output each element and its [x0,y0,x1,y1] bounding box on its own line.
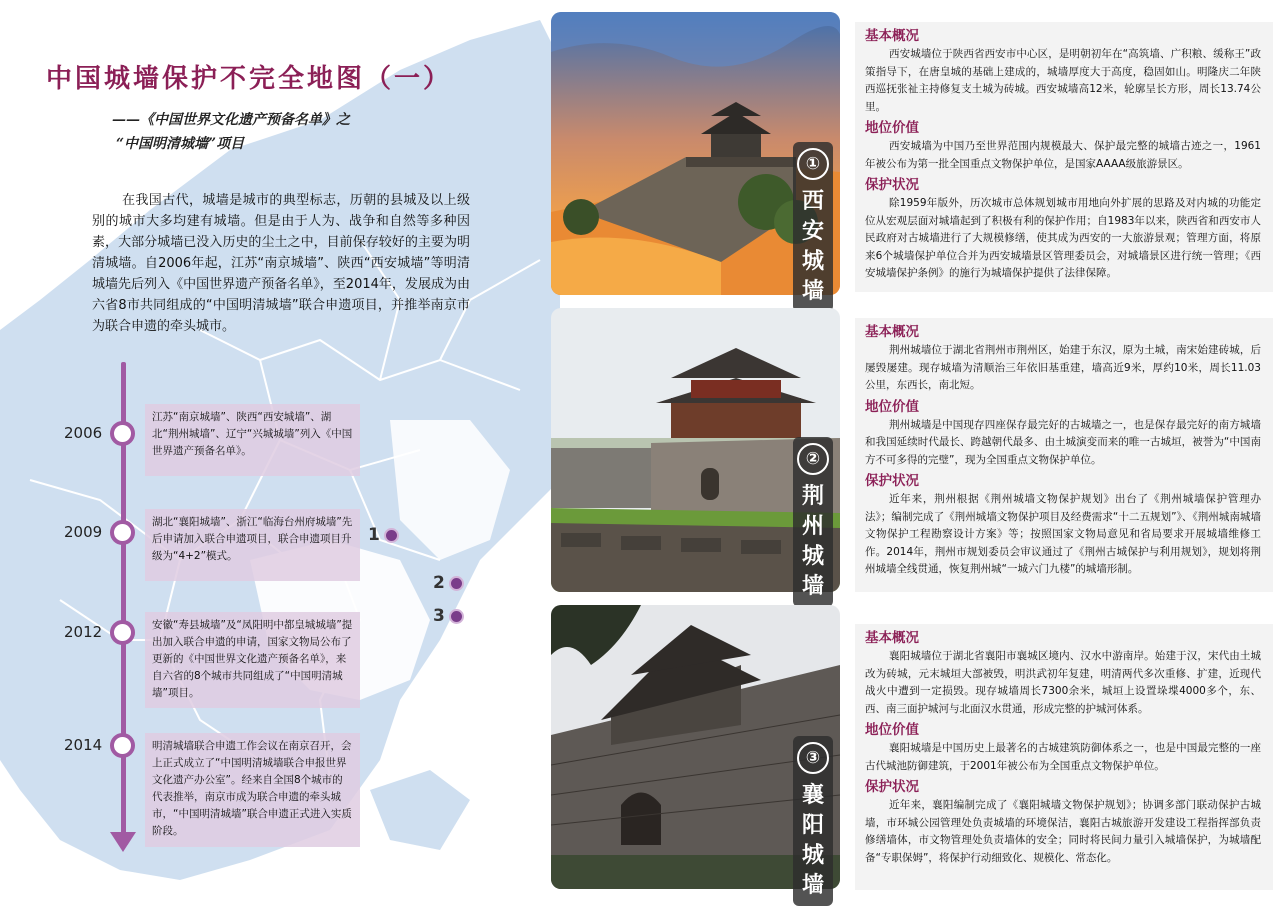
timeline-entry: 安徽“寿县城墙”及“凤阳明中都皇城城墙”提出加入联合申遗的申请，国家文物局公布了更新的《中国世界文化遗产预备名单》，来自六省的8个城市共同组成了“中国明清城墙”项目。 [145,612,360,708]
timeline-node [110,421,135,446]
map-marker-2[interactable]: 2 [433,573,464,593]
map-marker-1[interactable]: 1 [368,525,399,545]
section-heading: 地位价值 [865,398,919,415]
section-body: 荆州城墙位于湖北省荆州市荆州区，始建于东汉，原为土城，南宋始建砖城，后屡毁屡建。现存城墙为清顺治三年依旧基重建，墙高近9米，厚约10米，周长11.03公里，东西长，南北短。 [865,344,1261,391]
section-heading: 基本概况 [865,324,919,340]
timeline-year: 2006 [64,424,103,442]
page-title: 中国城墙保护不完全地图（一） [46,64,453,94]
xiangyang-wall-label: ③ 襄 阳 城 墙 [793,736,833,906]
xiangyang-info-card [855,624,1273,890]
xian-info-card [855,22,1273,292]
jingzhou-info-card [855,318,1273,592]
section-heading: 地位价值 [865,120,919,136]
section-body: 近年来，襄阳编制完成了《襄阳城墙文物保护规划》；协调多部门联动保护古城墙，市环城公园管理处负责城墙的环境保洁，襄阳古城旅游开发建设工程指挥部负责修缮墙体，市文物管理处负责墙体的安全；同时将民间力量引入城墙保护，为城墙配备“专职保姆”，将保护行动细致化、规模化、常态化。 [865,799,1261,864]
timeline-entry: 湖北“襄阳城墙”、浙江“临海台州府城墙”先后申请加入联合申遗项目，联合申遗项目升级为“4+2”模式。 [145,509,360,581]
map-dot-icon [384,528,399,543]
section-body: 西安城墙为中国乃至世界范围内规模最大、保护最完整的城墙古迹之一，1961年被公布为第一批全国重点文物保护单位，是国家AAAA级旅游景区。 [865,140,1261,170]
subtitle-line-1: ——《中国世界文化遗产预备名单》之 [112,112,350,128]
jingzhou-wall-label: ② 荆 州 城 墙 [793,437,833,607]
xian-wall-label: ① 西 安 城 墙 [793,142,833,312]
timeline-node [110,520,135,545]
page-subtitle [112,108,472,156]
section-heading: 基本概况 [865,28,919,44]
timeline-arrow [110,832,136,852]
timeline-entry: 明清城墙联合申遗工作会议在南京召开，会上正式成立了“中国明清城墙联合申报世界文化遗产办公室”。经来自全国8个城市的代表推举，南京市成为联合申遗的牵头城市，“中国明清城墙”联合申遗正式进入实质阶段。 [145,733,360,847]
section-heading: 保护状况 [865,177,919,193]
section-heading: 保护状况 [865,473,919,489]
section-body: 襄阳城墙是中国历史上最著名的古城建筑防御体系之一，也是中国最完整的一座古代城池防御建筑，于2001年被公布为全国重点文物保护单位。 [865,742,1261,772]
timeline-entry: 江苏“南京城墙”、陕西“西安城墙”、湖北“荆州城墙”、辽宁“兴城城墙”列入《中国世界遗产预备名单》。 [145,404,360,476]
map-dot-icon [449,609,464,624]
section-body: 西安城墙位于陕西省西安市中心区，是明朝初年在“高筑墙、广积粮、缓称王”政策指导下，在唐皇城的基础上建成的，城墙厚度大于高度，稳固如山。明隆庆二年陕西巡抚张祉主持修复支土城为砖城。西安城墙高12米，轮廓呈长方形，周长13.74公里。 [865,48,1261,113]
timeline-node [110,620,135,645]
subtitle-line-2: “中国明清城墙”项目 [116,136,245,152]
timeline-year: 2009 [64,523,103,541]
timeline-node [110,733,135,758]
section-heading: 地位价值 [865,722,919,738]
section-body: 除1959年版外，历次城市总体规划城市用地向外扩展的思路及对内城的功能定位从宏观层面对城墙起到了积极有利的保护作用；自1983年以来，陕西省和西安市人民政府对古城墙进行了大规模修缮，使其成为西安的一大旅游景观；管理方面，将原来6个城墙保护单位合并为西安城墙景区管理委员会，对城墙景区进行统一管理；《西安城墙保护条例》的施行为城墙保护提供了法律保障。 [865,197,1261,279]
map-marker-3[interactable]: 3 [433,606,464,626]
section-heading: 基本概况 [865,630,919,646]
section-body: 襄阳城墙位于湖北省襄阳市襄城区境内、汉水中游南岸。始建于汉，宋代由土城改为砖城，元末城垣大部被毁，明洪武初年复建，明清两代多次重修、扩建，近现代战火中遭到一定损毁。现存城墙周长7300余米，城垣上设置垛堞4000多个，东、西、南三面护城河与北面汉水贯通，形成完整的护城河体系。 [865,650,1261,715]
section-heading: 保护状况 [865,779,919,795]
map-dot-icon [449,576,464,591]
timeline-year: 2014 [64,736,103,754]
timeline-year: 2012 [64,623,103,641]
section-body: 近年来，荆州根据《荆州城墙文物保护规划》出台了《荆州城墙保护管理办法》；编制完成了《荆州城墙文物保护项目及经费需求“十二五规划”》、《荆州城南城墙文物保护工程勘察设计方案》等；按照国家文物局意见和省局要求开展城墙维修工作。2014年，荆州市规划委员会审议通过了《荆州古城保护与利用规划》，规划将荆州城墙全线贯通，恢复荆州城“一城六门九楼”的城墙形制。 [865,493,1261,575]
section-body: 荆州城墙是中国现存四座保存最完好的古城墙之一，也是保存最完好的南方城墙和我国延续时代最长、跨越朝代最多、由土城演变而来的唯一古城垣，被誉为“中国南方不可多得的完璧”，现为全国重点文物保护单位。 [865,418,1261,466]
intro-paragraph: 在我国古代，城墙是城市的典型标志，历朝的县城及以上级别的城市大多均建有城墙。但是由于人为、战争和自然等多种因素，大部分城墙已没入历史的尘土之中，目前保存较好的主要为明清城墙。自2006年起，江苏“南京城墙”、陕西“西安城墙”等明清城墙先后列入《中国世界遗产预备名单》，至2014年，发展成为由六省8市共同组成的“中国明清城墙”联合申遗项目，并推举南京市为联合申遗的牵头城市。 [92,193,470,334]
